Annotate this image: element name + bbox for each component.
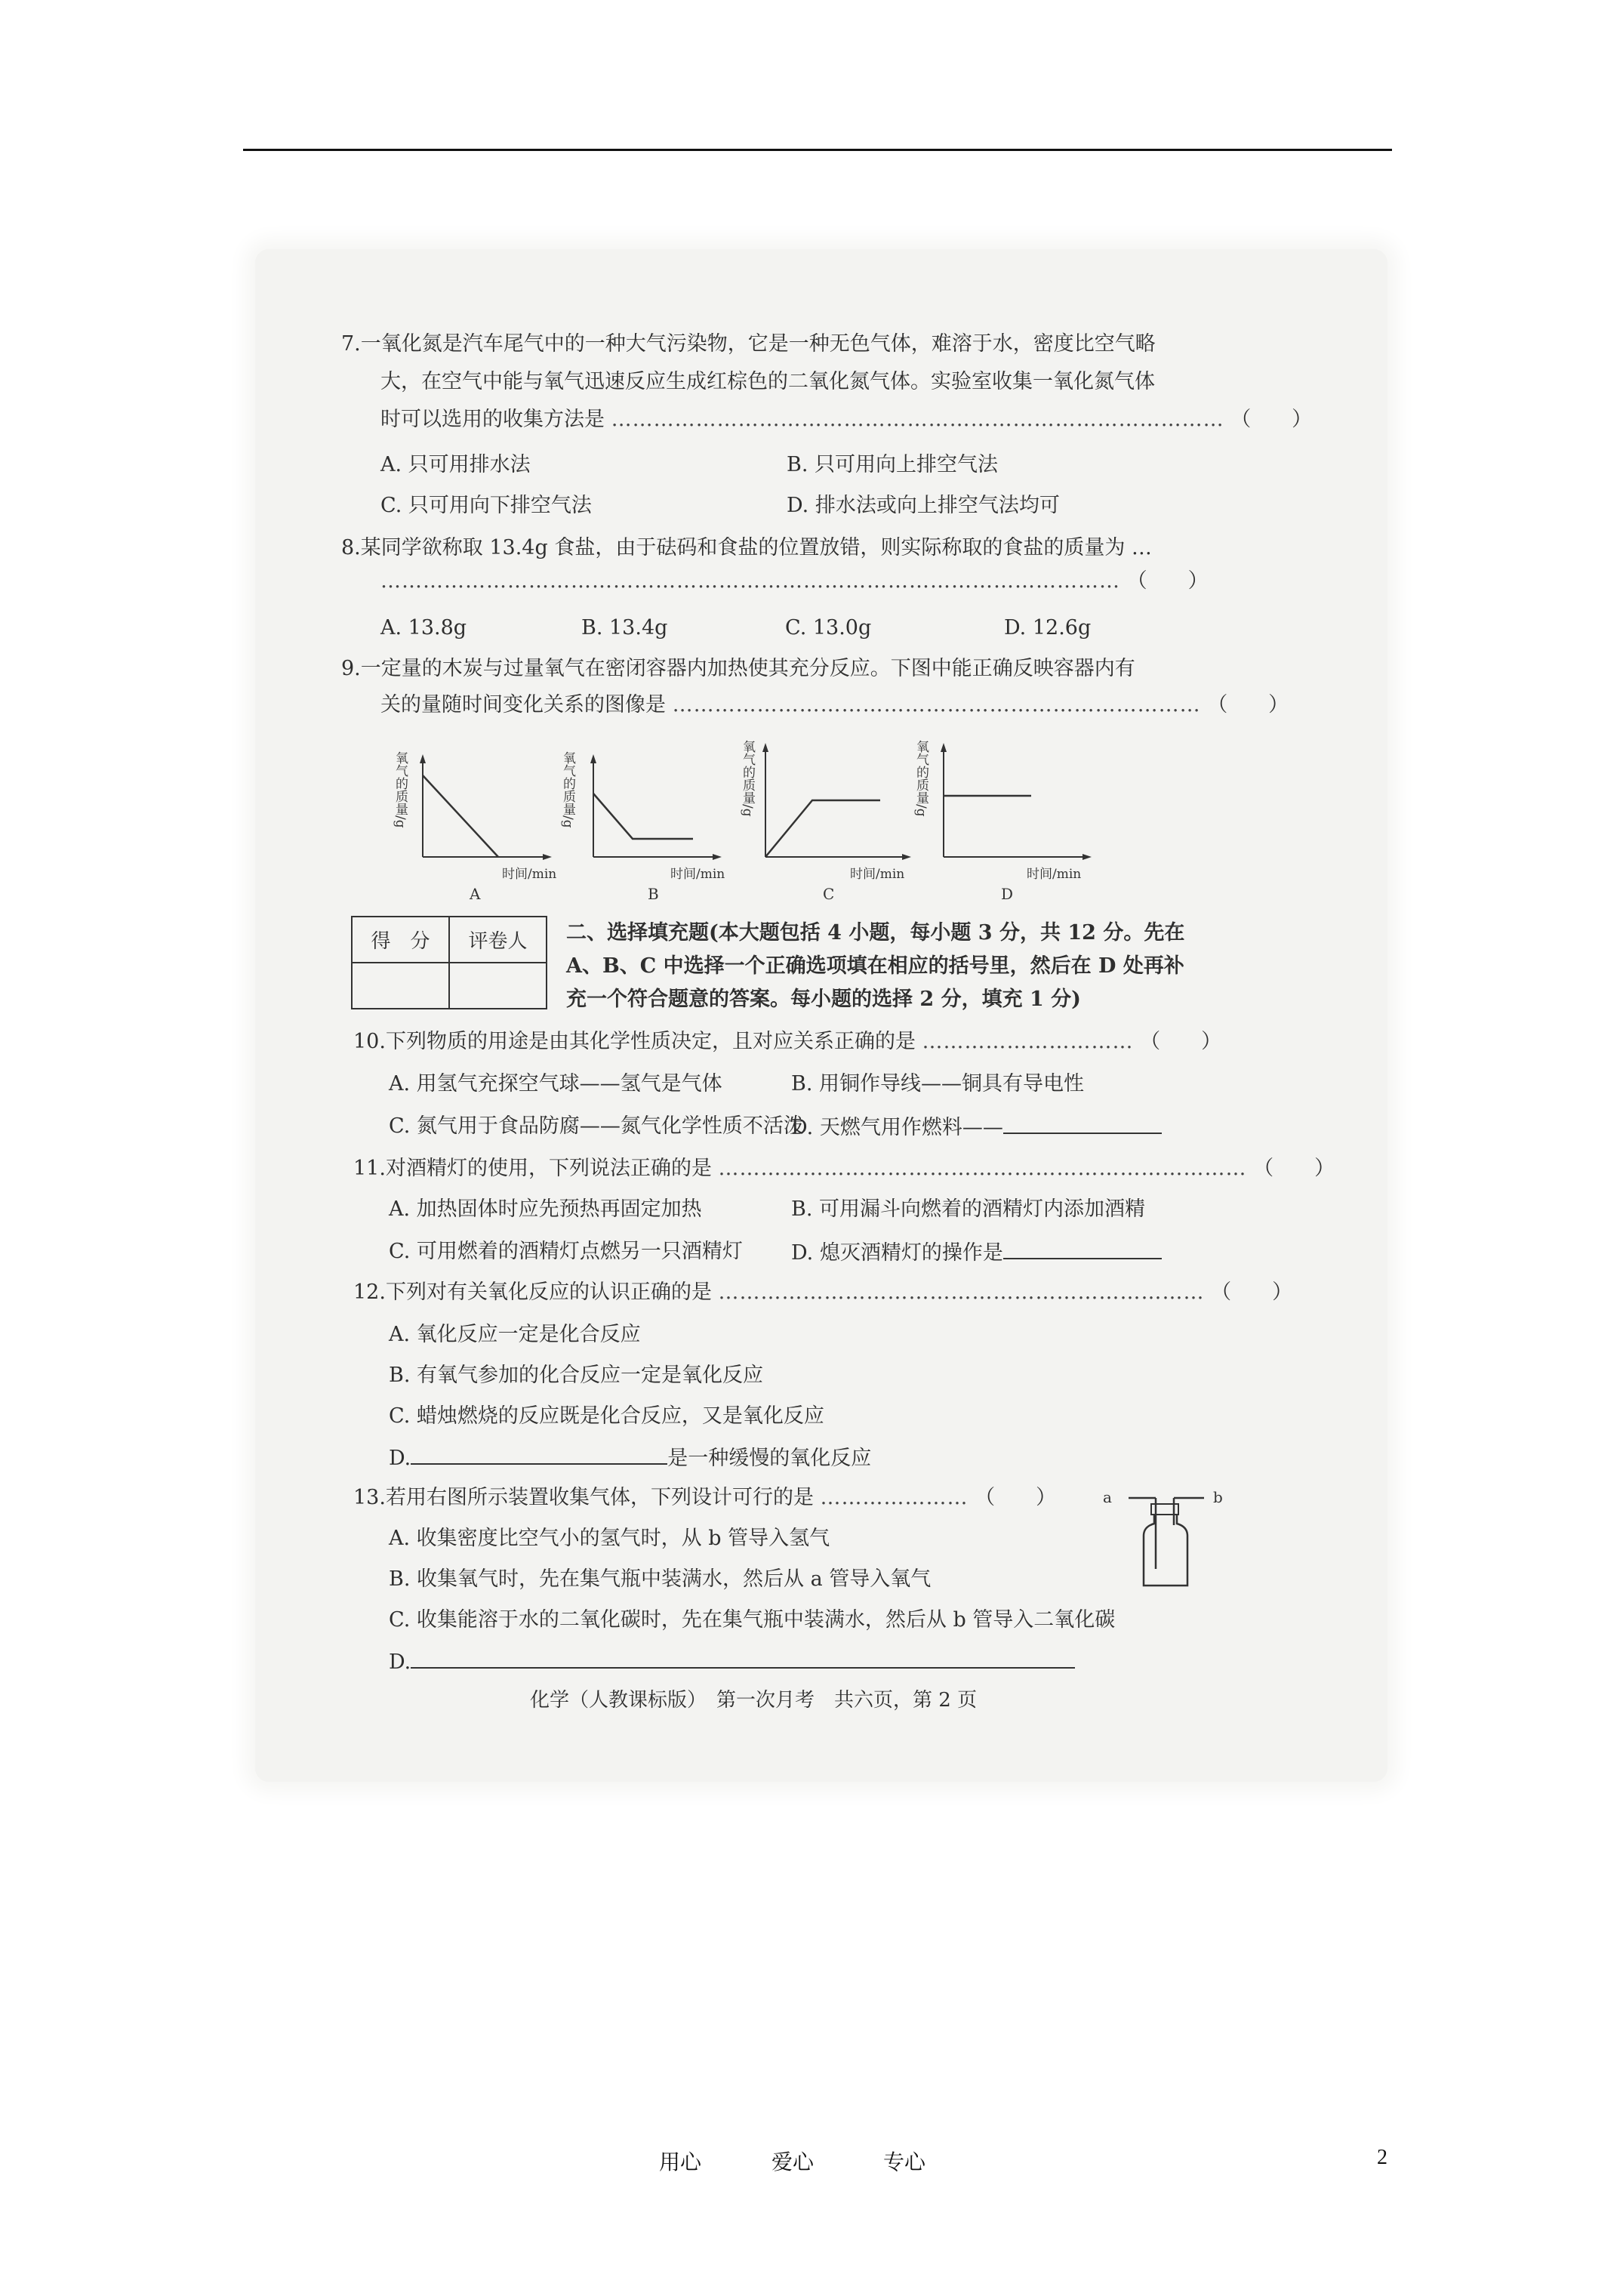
q7-option-d: D. 排水法或向上排空气法均可 [787,494,1060,517]
grader-label: 评卷人 [449,917,547,963]
q13-stem: 13.若用右图所示装置收集气体，下列设计可行的是 ………………… （ ） [353,1486,1057,1509]
q10-option-a: A. 用氢气充探空气球——氢气是气体 [389,1072,722,1096]
q12-answer-paren: （ ） [1211,1281,1293,1304]
section2-line1: 二、选择填充题(本大题包括 4 小题，每小题 3 分，共 12 分。先在 [566,921,1185,945]
header-rule [243,149,1392,151]
chart-a-ylabel: 氧气的质量/g [393,751,408,828]
q7-line1: 7.一氧化氮是汽车尾气中的一种大气污染物，它是一种无色气体，难溶于水，密度比空气略 [341,332,1156,356]
q12-answer-blank[interactable] [411,1444,667,1465]
section2-line3: 充一个符合题意的答案。每小题的选择 2 分，填充 1 分) [566,988,1081,1011]
q8-option-d: D. 12.6g [1004,616,1092,639]
q12-option-b: B. 有氧气参加的化合反应一定是氧化反应 [389,1364,764,1387]
chart-d [906,732,1102,891]
q7-option-c: C. 只可用向下排空气法 [380,494,592,517]
q13-option-c: C. 收集能溶于水的二氧化碳时，先在集气瓶中装满水，然后从 b 管导入二氧化碳 [389,1608,1116,1632]
gas-bottle-icon [1098,1480,1227,1593]
q11-option-a: A. 加热固体时应先预热再固定加热 [389,1197,702,1221]
q8-line1: 8.某同学欲称取 13.4g 食盐，由于砝码和食盐的位置放错，则实际称取的食盐的质量为 … [341,536,1152,559]
q13-option-a: A. 收集密度比空气小的氢气时，从 b 管导入氢气 [389,1527,830,1550]
q11-dots: ………………………………………………………………… [718,1157,1247,1180]
q11-option-b: B. 可用漏斗向燃着的酒精灯内添加酒精 [791,1197,1146,1221]
exam-footer: 化学（人教课标版） 第一次月考 共六页，第 2 页 [530,1689,978,1712]
q13-answer-paren: （ ） [975,1486,1057,1509]
q12-stem: 12.下列对有关氧化反应的认识正确的是 …………………………………………………………… （ ） [353,1281,1293,1304]
q9-dots: ………………………………………………………………… [672,693,1201,717]
chart-a [385,744,559,895]
chart-d-ylabel: 氧气的质量/g [913,740,929,817]
q8-dots: …………………………………………………………………………………………… [380,569,1120,593]
q11-stem: 11.对酒精灯的使用，下列说法正确的是 ………………………………………………………………… （ ） [353,1157,1335,1180]
q13-dots: ………………… [820,1486,969,1509]
chart-d-xlabel: 时间/min [1027,867,1082,882]
q9-line1: 9.一定量的木炭与过量氧气在密闭容器内加热使其充分反应。下图中能正确反映容器内有 [341,657,1135,680]
q13-answer-blank[interactable] [411,1647,1075,1669]
q9-answer-paren: （ ） [1207,693,1289,717]
chart-c-series-line [765,800,880,857]
chart-a-series-line [423,775,498,857]
q8-option-b: B. 13.4g [581,616,668,639]
q10-dots: ………………………… [922,1030,1134,1053]
q13-option-b: B. 收集氧气时，先在集气瓶中装满水，然后从 a 管导入氧气 [389,1567,932,1591]
footer-motto-3: 专心 [883,2150,926,2174]
grader-cell [449,963,547,1009]
q9-line2: 关的量随时间变化关系的图像是 ………………………………………………………………… （ ） [380,693,1289,717]
q10-option-c: C. 氮气用于食品防腐——氮气化学性质不活泼 [389,1114,804,1138]
q12-dots: …………………………………………………………… [718,1281,1205,1304]
q7-dots: …………………………………………………………………………… [611,408,1224,431]
q7-option-b: B. 只可用向上排空气法 [787,453,999,476]
score-cell [352,963,449,1009]
tube-b-label: b [1213,1488,1223,1506]
q10-answer-blank[interactable] [1003,1113,1162,1134]
q11-answer-blank[interactable] [1003,1238,1162,1259]
chart-c-xlabel: 时间/min [850,867,905,882]
q11-option-c: C. 可用燃着的酒精灯点燃另一只酒精灯 [389,1240,743,1263]
chart-d-letter: D [1001,885,1014,903]
q12-option-c: C. 蜡烛燃烧的反应既是化合反应，又是氧化反应 [389,1404,824,1428]
q7-line2: 大，在空气中能与氧气迅速反应生成红棕色的二氧化氮气体。实验室收集一氧化氮气体 [380,370,1155,393]
q11-option-d: D. 熄灭酒精灯的操作是 [791,1238,1162,1267]
q7-line3: 时可以选用的收集方法是 …………………………………………………………………………… （ ） [380,408,1313,431]
section2-line2: A、B、C 中选择一个正确选项填在相应的括号里，然后在 D 处再补 [566,954,1184,978]
chart-b-xlabel: 时间/min [670,867,725,882]
q8-option-c: C. 13.0g [785,616,872,639]
chart-b-letter: B [648,885,659,903]
q7-option-a: A. 只可用排水法 [380,453,531,476]
chart-b-ylabel: 氧气的质量/g [560,751,575,828]
q10-answer-paren: （ ） [1140,1030,1222,1053]
chart-b-series-line [593,794,693,839]
q10-stem: 10.下列物质的用途是由其化学性质决定，且对应关系正确的是 ………………………… （ ） [353,1030,1222,1053]
q8-option-a: A. 13.8g [380,616,467,639]
page-number: 2 [1377,2146,1387,2169]
tube-a-label: a [1103,1488,1112,1506]
chart-a-letter: A [470,885,481,903]
q11-answer-paren: （ ） [1253,1157,1335,1180]
chart-c [729,732,918,891]
chart-b [557,744,731,895]
q12-option-a: A. 氧化反应一定是化合反应 [389,1323,641,1346]
footer-motto-1: 用心 [659,2150,702,2174]
footer-motto-2: 爱心 [771,2150,815,2174]
q10-option-b: B. 用铜作导线——铜具有导电性 [791,1072,1085,1096]
q8-line2 [380,568,1209,595]
q7-answer-paren: （ ） [1230,408,1313,431]
chart-a-xlabel: 时间/min [502,867,557,882]
chart-c-letter: C [823,885,835,903]
score-table [351,916,547,1009]
q10-option-d: D. 天燃气用作燃料—— [791,1113,1162,1142]
score-label: 得 分 [352,917,449,963]
chart-c-ylabel: 氧气的质量/g [740,740,755,817]
q8-answer-paren: （ ） [1126,569,1209,593]
q12-option-d: D. 是一种缓慢的氧化反应 [389,1444,871,1472]
q13-option-d: D. [389,1647,1075,1676]
